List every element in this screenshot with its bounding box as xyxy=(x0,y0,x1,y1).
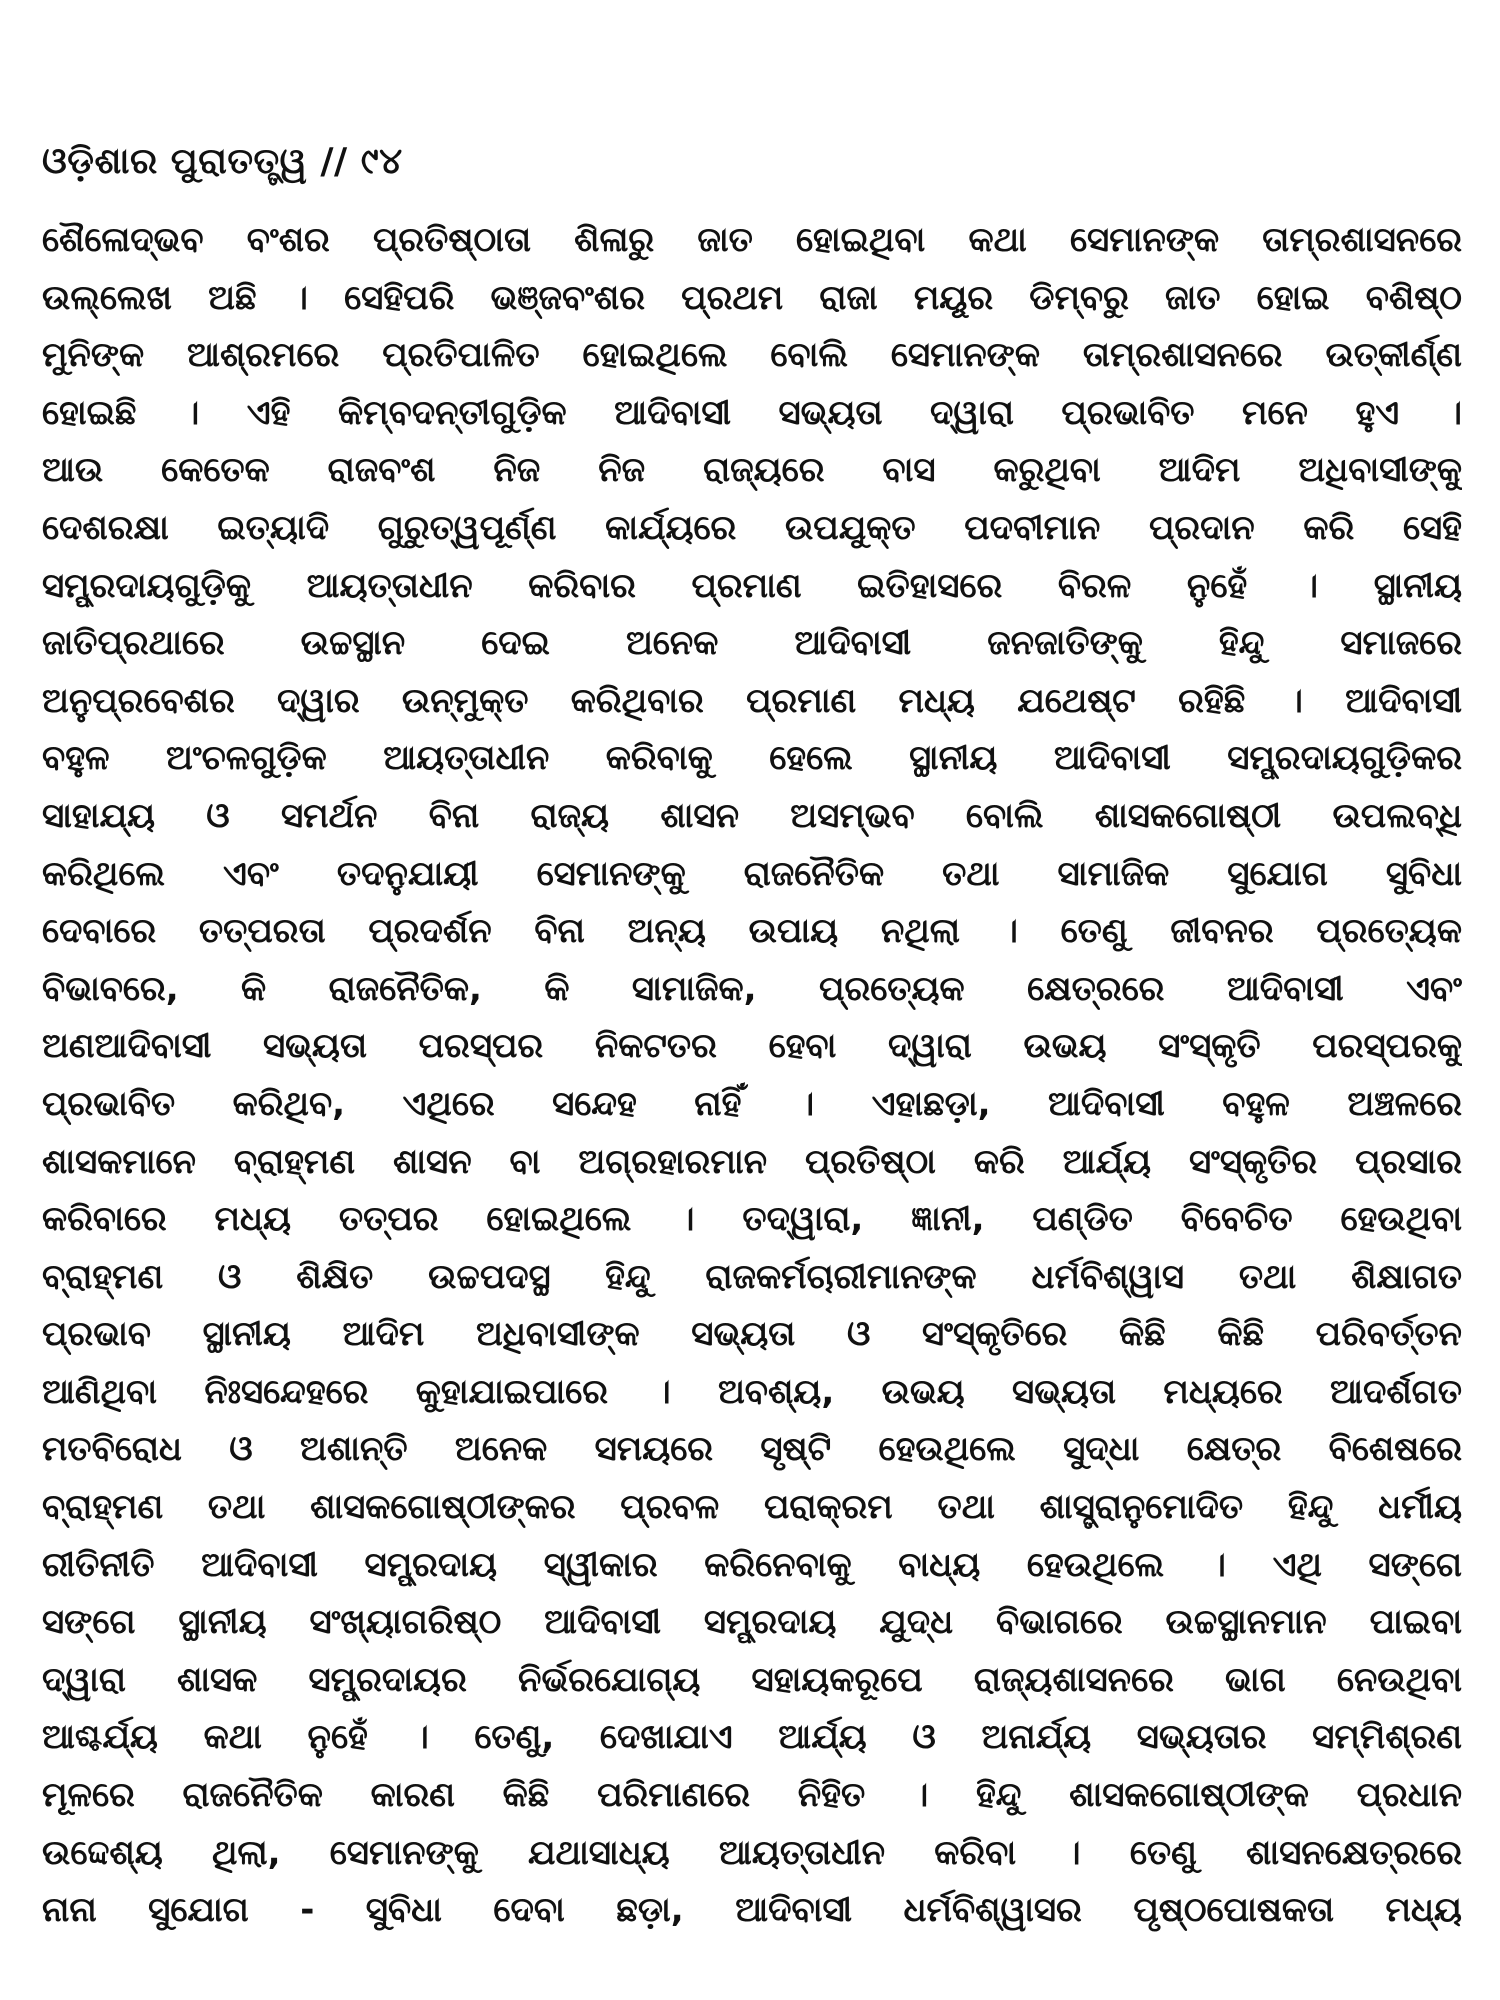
body-line: ଦ୍ୱାରା ଶାସକ ସମ୍ପ୍ରଦାୟର ନିର୍ଭରଯୋଗ୍ୟ ସହାୟକରୂପେ ରାଜ୍ୟଶାସନରେ ଭାଗ ନେଉଥିବା xyxy=(42,1659,1462,1700)
body-line: କରିବାରେ ମଧ୍ୟ ତତ୍ପର ହୋଇଥିଲେ । ତଦ୍ୱାରା, ଜ୍ଞାନୀ, ପଣ୍ଡିତ ବିବେଚିତ ହେଉଥିବା xyxy=(42,1199,1462,1240)
body-line: ଦେବାରେ ତତ୍ପରତା ପ୍ରଦର୍ଶନ ବିନା ଅନ୍ୟ ଉପାୟ ନଥିଲା । ତେଣୁ ଜୀବନର ପ୍ରତ୍ୟେକ xyxy=(42,911,1462,952)
body-paragraph xyxy=(42,212,1462,1940)
body-line: ଅଣଆଦିବାସୀ ସଭ୍ୟତା ପରସ୍ପର ନିକଟତର ହେବା ଦ୍ୱାରା ଉଭୟ ସଂସ୍କୃତି ପରସ୍ପରକୁ xyxy=(42,1026,1462,1067)
body-line: ଆଶ୍ଚର୍ଯ୍ୟ କଥା ନୁହେଁ । ତେଣୁ, ଦେଖାଯାଏ ଆର୍ଯ୍ୟ ଓ ଅନାର୍ଯ୍ୟ ସଭ୍ୟତାର ସମ୍ମିଶ୍ରଣ xyxy=(42,1717,1462,1758)
body-line: ବହୁଳ ଅଂଚଳଗୁଡ଼ିକ ଆୟତ୍ତାଧୀନ କରିବାକୁ ହେଲେ ସ୍ଥାନୀୟ ଆଦିବାସୀ ସମ୍ପ୍ରଦାୟଗୁଡ଼ିକର xyxy=(42,738,1462,779)
body-line: ମୁନିଙ୍କ ଆଶ୍ରମରେ ପ୍ରତିପାଳିତ ହୋଇଥିଲେ ବୋଲି ସେମାନଙ୍କ ତାମ୍ରଶାସନରେ ଉତ୍କୀର୍ଣ୍ଣ xyxy=(42,335,1462,376)
body-line: ସାହାଯ୍ୟ ଓ ସମର୍ଥନ ବିନା ରାଜ୍ୟ ଶାସନ ଅସମ୍ଭବ ବୋଲି ଶାସକଗୋଷ୍ଠୀ ଉପଲବ୍ଧି xyxy=(42,795,1462,836)
body-line: ଅନୁପ୍ରବେଶର ଦ୍ୱାର ଉନ୍ମୁକ୍ତ କରିଥିବାର ପ୍ରମାଣ ମଧ୍ୟ ଯଥେଷ୍ଟ ରହିଛି । ଆଦିବାସୀ xyxy=(42,680,1462,721)
body-line: ଜାତିପ୍ରଥାରେ ଉଚ୍ଚସ୍ଥାନ ଦେଇ ଅନେକ ଆଦିବାସୀ ଜନଜାତିଙ୍କୁ ହିନ୍ଦୁ ସମାଜରେ xyxy=(42,623,1462,664)
body-line: ଶାସକମାନେ ବ୍ରାହ୍ମଣ ଶାସନ ବା ଅଗ୍ରହାରମାନ ପ୍ରତିଷ୍ଠା କରି ଆର୍ଯ୍ୟ ସଂସ୍କୃତିର ପ୍ରସାର xyxy=(42,1141,1462,1182)
body-line: ପ୍ରଭାବିତ କରିଥିବ, ଏଥିରେ ସନ୍ଦେହ ନାହିଁ । ଏହାଛଡ଼ା, ଆଦିବାସୀ ବହୁଳ ଅଞ୍ଚଳରେ xyxy=(42,1083,1462,1124)
body-line: ହୋଇଛି । ଏହି କିମ୍ବଦନ୍ତୀଗୁଡ଼ିକ ଆଦିବାସୀ ସଭ୍ୟତା ଦ୍ୱାରା ପ୍ରଭାବିତ ମନେ ହୁଏ । xyxy=(42,392,1462,433)
running-header: ଓଡ଼ିଶାର ପୁରାତତ୍ତ୍ୱ // ୯୪ xyxy=(42,141,403,182)
body-line: ରୀତିନୀତି ଆଦିବାସୀ ସମ୍ପ୍ରଦାୟ ସ୍ୱୀକାର କରିନେବାକୁ ବାଧ୍ୟ ହେଉଥିଲେ । ଏଥି ସଙ୍ଗେ xyxy=(42,1544,1462,1585)
body-line: ଆଉ କେତେକ ରାଜବଂଶ ନିଜ ନିଜ ରାଜ୍ୟରେ ବାସ କରୁଥିବା ଆଦିମ ଅଧିବାସୀଙ୍କୁ xyxy=(42,450,1462,491)
body-line: କରିଥିଲେ ଏବଂ ତଦନୁଯାୟୀ ସେମାନଙ୍କୁ ରାଜନୈତିକ ତଥା ସାମାଜିକ ସୁଯୋଗ ସୁବିଧା xyxy=(42,853,1462,894)
body-line: ବ୍ରାହ୍ମଣ ଓ ଶିକ୍ଷିତ ଉଚ୍ଚପଦସ୍ଥ ହିନ୍ଦୁ ରାଜକର୍ମଚାରୀମାନଙ୍କ ଧର୍ମବିଶ୍ୱାସ ତଥା ଶିକ୍ଷାଗତ xyxy=(42,1256,1462,1297)
body-line: ନାନା ସୁଯୋଗ - ସୁବିଧା ଦେବା ଛଡ଼ା, ଆଦିବାସୀ ଧର୍ମବିଶ୍ୱାସର ପୃଷ୍ଠପୋଷକତା ମଧ୍ୟ xyxy=(42,1890,1462,1931)
body-line: ସମ୍ପ୍ରଦାୟଗୁଡ଼ିକୁ ଆୟତ୍ତାଧୀନ କରିବାର ପ୍ରମାଣ ଇତିହାସରେ ବିରଳ ନୁହେଁ । ସ୍ଥାନୀୟ xyxy=(42,565,1462,606)
body-line: ଆଣିଥିବା ନିଃସନ୍ଦେହରେ କୁହାଯାଇପାରେ । ଅବଶ୍ୟ, ଉଭୟ ସଭ୍ୟତା ମଧ୍ୟରେ ଆଦର୍ଶଗତ xyxy=(42,1371,1462,1412)
body-line: ବ୍ରାହ୍ମଣ ତଥା ଶାସକଗୋଷ୍ଠୀଙ୍କର ପ୍ରବଳ ପରାକ୍ରମ ତଥା ଶାସ୍ତ୍ରାନୁମୋଦିତ ହିନ୍ଦୁ ଧର୍ମୀୟ xyxy=(42,1487,1462,1528)
body-line: ପ୍ରଭାବ ସ୍ଥାନୀୟ ଆଦିମ ଅଧିବାସୀଙ୍କ ସଭ୍ୟତା ଓ ସଂସ୍କୃତିରେ କିଛି କିଛି ପରିବର୍ତ୍ତନ xyxy=(42,1314,1462,1355)
body-line: ଉଲ୍ଲେଖ ଅଛି । ସେହିପରି ଭଞ୍ଜବଂଶର ପ୍ରଥମ ରାଜା ମୟୂର ଡିମ୍ବରୁ ଜାତ ହୋଇ ବଶିଷ୍ଠ xyxy=(42,277,1462,318)
body-line: ମୂଳରେ ରାଜନୈତିକ କାରଣ କିଛି ପରିମାଣରେ ନିହିତ । ହିନ୍ଦୁ ଶାସକଗୋଷ୍ଠୀଙ୍କ ପ୍ରଧାନ xyxy=(42,1775,1462,1816)
body-line: ସଙ୍ଗେ ସ୍ଥାନୀୟ ସଂଖ୍ୟାଗରିଷ୍ଠ ଆଦିବାସୀ ସମ୍ପ୍ରଦାୟ ଯୁଦ୍ଧ ବିଭାଗରେ ଉଚ୍ଚସ୍ଥାନମାନ ପାଇବା xyxy=(42,1602,1462,1643)
body-line: ବିଭାବରେ, କି ରାଜନୈତିକ, କି ସାମାଜିକ, ପ୍ରତ୍ୟେକ କ୍ଷେତ୍ରରେ ଆଦିବାସୀ ଏବଂ xyxy=(42,968,1462,1009)
body-line: ଦେଶରକ୍ଷା ଇତ୍ୟାଦି ଗୁରୁତ୍ୱପୂର୍ଣ୍ଣ କାର୍ଯ୍ୟରେ ଉପଯୁକ୍ତ ପଦବୀମାନ ପ୍ରଦାନ କରି ସେହି xyxy=(42,507,1462,548)
body-line: ମତବିରୋଧ ଓ ଅଶାନ୍ତି ଅନେକ ସମୟରେ ସୃଷ୍ଟି ହେଉଥିଲେ ସୁଦ୍ଧା କ୍ଷେତ୍ର ବିଶେଷରେ xyxy=(42,1429,1462,1470)
body-line: ଶୈଳୋଦ୍ଭବ ବଂଶର ପ୍ରତିଷ୍ଠାତା ଶିଳାରୁ ଜାତ ହୋଇଥିବା କଥା ସେମାନଙ୍କ ତାମ୍ରଶାସନରେ xyxy=(42,220,1462,260)
body-line: ଉଦ୍ଦେଶ୍ୟ ଥିଲା, ସେମାନଙ୍କୁ ଯଥାସାଧ୍ୟ ଆୟତ୍ତାଧୀନ କରିବା । ତେଣୁ ଶାସନକ୍ଷେତ୍ରରେ xyxy=(42,1832,1462,1873)
